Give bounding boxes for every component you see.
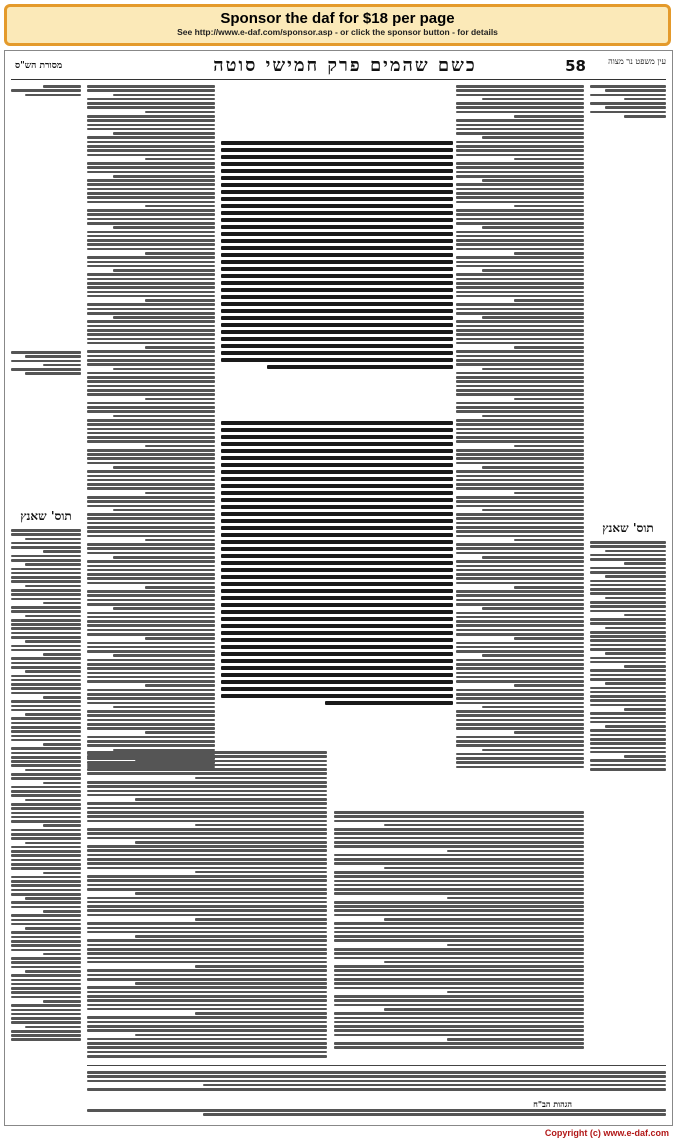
sponsor-title[interactable]: Sponsor the daf for $18 per page [220,10,455,27]
tosafot-left-label: תוס' שאנץ [20,509,72,523]
hagahot-label: הגהות הב"ח [533,1099,572,1109]
hagahot-column [87,1109,666,1123]
tosafot-left-top-column [87,85,215,805]
rashi-lower-column [334,811,584,1061]
gemara-text-wide [221,421,453,751]
tosafot-left-column [11,529,81,1049]
tosafot-lower-column [87,751,327,1061]
page-title: כשם שהמים פרק חמישי סוטה [213,55,477,76]
sponsor-subtitle: See http://www.e-daf.com/sponsor.asp - or click the sponsor button - for details [177,27,498,37]
footer-rule [87,1065,666,1066]
copyright-text[interactable]: Copyright (c) www.e-daf.com [544,1128,669,1138]
gemara-text-block [221,141,453,421]
ein-mishpat-column [590,85,666,175]
talmud-page [4,50,673,1126]
bottom-notes-column [87,1071,666,1097]
tosafot-right-column [590,541,666,781]
tosafot-right-label: תוס' שאנץ [602,521,654,535]
page-header [5,55,672,75]
ein-mishpat-label: עין משפט נר מצוה [608,57,666,66]
masoret-notes-column [11,351,81,471]
header-rule [11,79,666,80]
page-number: 58 [565,57,586,75]
rashi-right-column [456,85,584,805]
sponsor-banner[interactable] [4,4,671,46]
masoret-hashas-label: מסורת הש"ס [15,61,63,71]
